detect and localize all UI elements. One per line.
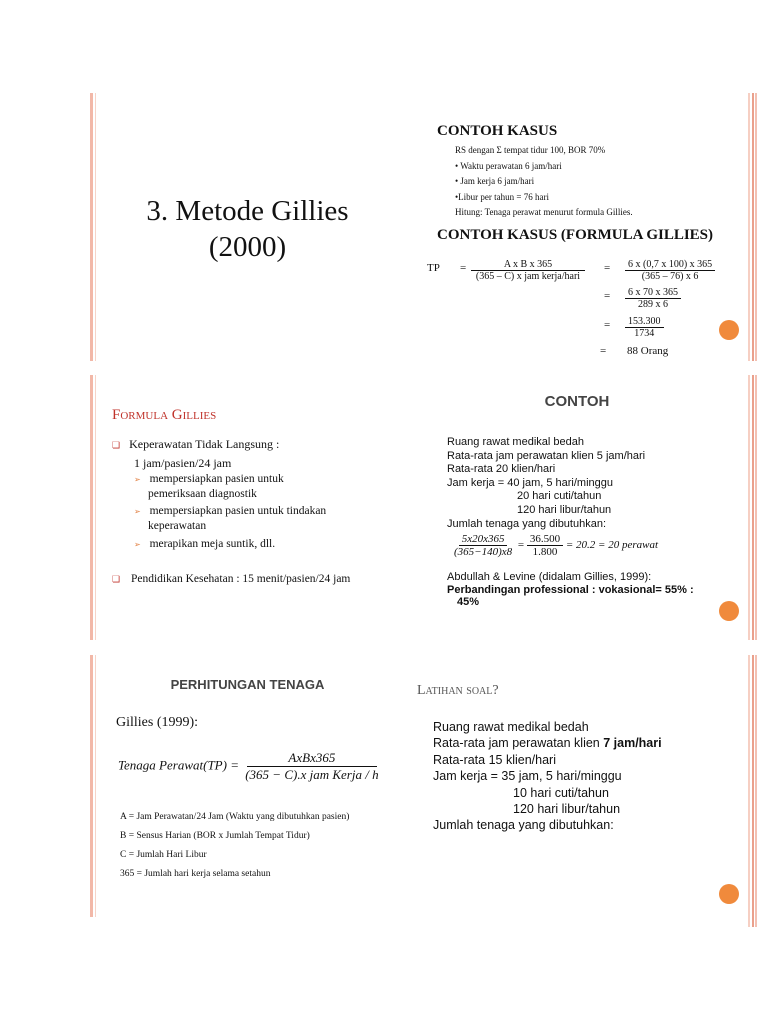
subitem-cont: pemeriksaan diagnostik bbox=[148, 488, 257, 500]
definition: C = Jumlah Hari Libur bbox=[120, 850, 207, 860]
example-line: 120 hari libur/tahun bbox=[517, 503, 612, 516]
example-line: 20 hari cuti/tahun bbox=[517, 490, 602, 503]
subitem-text: mempersiapkan pasien untuk bbox=[149, 473, 284, 485]
item-1 bbox=[112, 437, 279, 452]
orange-dot-icon bbox=[719, 884, 739, 904]
example-formula bbox=[451, 533, 658, 558]
fraction-numerator: 6 x 70 x 365 bbox=[625, 287, 681, 299]
case-line: • Waktu perawatan 6 jam/hari bbox=[455, 160, 562, 171]
fraction-numerator: 36.500 bbox=[527, 533, 563, 546]
definition: A = Jam Perawatan/24 Jam (Waktu yang dibutuhkan pasien) bbox=[120, 812, 350, 822]
step-1 bbox=[625, 259, 715, 282]
slide-title: Formula Gillies bbox=[112, 407, 217, 423]
fraction-denominator: 289 x 6 bbox=[638, 299, 668, 310]
arrow-bullet-icon: ➢ bbox=[134, 475, 141, 484]
exercise-text: Rata-rata jam perawatan klien bbox=[433, 736, 604, 751]
step-2 bbox=[625, 287, 681, 310]
step-2-eq: = bbox=[604, 290, 611, 302]
subitem-cont: keperawatan bbox=[148, 520, 207, 532]
case-line: Hitung: Tenaga perawat menurut formula Gillies. bbox=[455, 207, 633, 217]
exercise-bold: 7 jam/hari bbox=[603, 736, 662, 751]
arrow-bullet-icon: ➢ bbox=[134, 540, 141, 549]
definition: B = Sensus Harian (BOR x Jumlah Tempat Tidur) bbox=[120, 831, 310, 841]
orange-dot-icon bbox=[719, 601, 739, 621]
fraction-numerator: A x B x 365 bbox=[471, 259, 585, 271]
fraction-numerator: 5x20x365 bbox=[459, 533, 508, 546]
exercise-line: Jumlah tenaga yang dibutuhkan: bbox=[433, 818, 614, 833]
fraction-denominator: (365 – 76) x 6 bbox=[641, 271, 699, 282]
slide-title: Latihan soal? bbox=[417, 683, 499, 698]
result: 88 Orang bbox=[627, 345, 669, 357]
case-line: •Libur per tahun = 76 hari bbox=[455, 191, 549, 202]
subitem-text: merapikan meja suntik, dll. bbox=[149, 538, 276, 550]
ratio-line: Perbandingan professional : vokasional= 55% : bbox=[447, 584, 694, 596]
case-line: • Jam kerja 6 jam/hari bbox=[455, 176, 535, 186]
fraction-denominator: (365 − C).x jam Kerja / h bbox=[245, 767, 379, 782]
subitem-text: mempersiapkan pasien untuk tindakan bbox=[149, 505, 327, 517]
slide-3 bbox=[90, 375, 405, 640]
checkbox-bullet-icon: ❏ bbox=[112, 440, 121, 450]
fraction-numerator: AxBx365 bbox=[247, 750, 377, 767]
exercise-line bbox=[433, 735, 662, 751]
slide-border bbox=[748, 93, 757, 361]
item-2 bbox=[112, 573, 350, 585]
item-1-sub: 1 jam/pasien/24 jam bbox=[134, 456, 232, 470]
slide-5 bbox=[90, 655, 405, 917]
fraction bbox=[471, 259, 585, 282]
subitem bbox=[134, 538, 275, 550]
case-line: RS dengan Σ tempat tidur 100, BOR 70% bbox=[455, 145, 606, 155]
example-line: Rata-rata 20 klien/hari bbox=[447, 463, 556, 476]
step-3 bbox=[625, 316, 664, 339]
example-line: Jam kerja = 40 jam, 5 hari/minggu bbox=[447, 476, 613, 489]
slide-border bbox=[90, 375, 93, 640]
source: Abdullah & Levine (didalam Gillies, 1999): bbox=[447, 571, 652, 583]
fraction bbox=[625, 316, 664, 339]
fraction-denominator: 1.800 bbox=[532, 546, 558, 558]
title-line-1: 3. Metode Gillies bbox=[146, 195, 349, 227]
slide-title: PERHITUNGAN TENAGA bbox=[170, 677, 325, 692]
case-lines bbox=[455, 143, 633, 221]
ratio-line-2: 45% bbox=[457, 596, 480, 608]
author: Gillies (1999): bbox=[116, 715, 199, 730]
checkbox-bullet-icon: ❏ bbox=[112, 574, 121, 584]
fraction-denominator: (365 – C) x jam kerja/hari bbox=[475, 271, 581, 282]
fraction bbox=[625, 287, 681, 310]
exercise-line: 10 hari cuti/tahun bbox=[513, 785, 609, 800]
example-lines bbox=[447, 436, 645, 531]
exercise-lines bbox=[433, 719, 662, 834]
slide-border bbox=[90, 655, 93, 917]
slide-border bbox=[748, 655, 757, 927]
exercise-line: 120 hari libur/tahun bbox=[513, 802, 621, 817]
example-line: Jumlah tenaga yang dibutuhkan: bbox=[447, 517, 607, 530]
fraction bbox=[625, 259, 715, 282]
slide-2 bbox=[407, 93, 757, 361]
fraction-denominator: 1734 bbox=[634, 328, 655, 339]
slide-title: CONTOH bbox=[544, 393, 610, 410]
item-text: Pendidikan Kesehatan : 15 menit/pasien/24 jam bbox=[130, 573, 351, 585]
fraction-numerator: 6 x (0,7 x 100) x 365 bbox=[625, 259, 715, 271]
title-line-2: (2000) bbox=[208, 231, 287, 263]
exercise-line: Ruang rawat medikal bedah bbox=[433, 720, 589, 734]
slide-heading: CONTOH KASUS bbox=[437, 123, 558, 139]
step-3-eq: = bbox=[604, 319, 611, 331]
slide-6 bbox=[407, 655, 757, 927]
slide-4 bbox=[407, 375, 757, 640]
fraction bbox=[527, 533, 563, 558]
example-line: Rata-rata jam perawatan klien 5 jam/hari bbox=[447, 449, 646, 462]
fraction-numerator: 153.300 bbox=[625, 316, 664, 328]
slide-border bbox=[748, 375, 757, 640]
formula-main bbox=[471, 259, 585, 282]
slide-heading-2: CONTOH KASUS (FORMULA GILLIES) bbox=[437, 227, 714, 243]
subitem bbox=[134, 473, 284, 485]
result-eq: = bbox=[600, 345, 607, 357]
fraction bbox=[451, 533, 515, 558]
formula-eq: = bbox=[460, 262, 467, 274]
orange-dot-icon bbox=[719, 320, 739, 340]
slide-border-inner bbox=[95, 375, 96, 640]
item-text: Keperawatan Tidak Langsung : bbox=[129, 437, 280, 451]
formula-tp: TP bbox=[427, 262, 440, 274]
subitem bbox=[134, 505, 326, 517]
definition: 365 = Jumlah hari kerja selama setahun bbox=[120, 869, 271, 879]
slide-title bbox=[90, 193, 405, 265]
equals-sign: = bbox=[517, 539, 525, 552]
formula bbox=[118, 750, 382, 783]
formula-result: = 20.2 = 20 perawat bbox=[565, 539, 659, 552]
arrow-bullet-icon: ➢ bbox=[134, 507, 141, 516]
slide-1 bbox=[90, 93, 405, 361]
fraction-denominator: (365−140)x8 bbox=[454, 546, 513, 558]
step-1-eq: = bbox=[604, 262, 611, 274]
example-line: Ruang rawat medikal bedah bbox=[447, 436, 584, 448]
slide-border-inner bbox=[95, 655, 96, 917]
definitions bbox=[120, 808, 382, 884]
fraction bbox=[242, 750, 381, 783]
formula-lhs: Tenaga Perawat(TP) = bbox=[118, 757, 239, 773]
ratio bbox=[447, 584, 694, 608]
exercise-line: Jam kerja = 35 jam, 5 hari/minggu bbox=[433, 769, 622, 784]
exercise-line: Rata-rata 15 klien/hari bbox=[433, 752, 556, 767]
